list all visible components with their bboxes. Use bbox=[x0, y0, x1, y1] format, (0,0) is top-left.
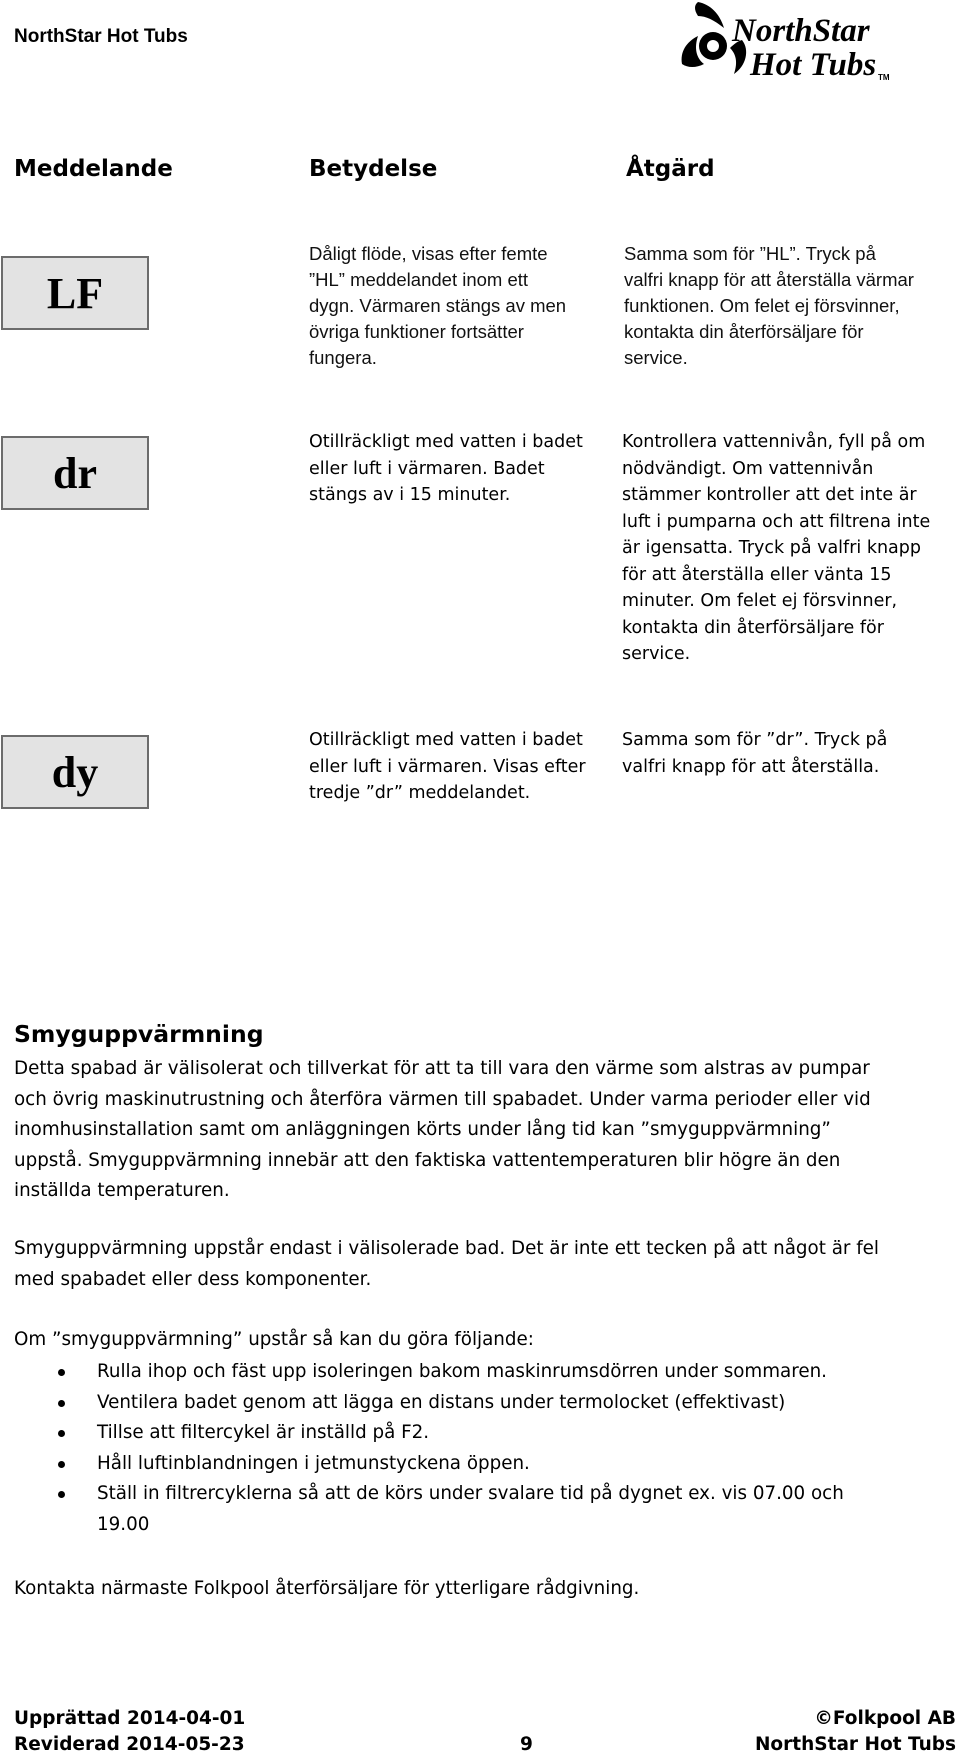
header-brand: NorthStar Hot Tubs bbox=[14, 26, 188, 47]
column-header-meaning: Betydelse bbox=[309, 156, 438, 182]
action-dr: Kontrollera vattennivån, fyll på om nödvändigt. Om vattennivån stämmer kontroller att det inte är luft i pumparna och att filtrena inte är igensatta. Tryck på valfri knapp för att återställa eller vänta 15 minuter. Om felet ej försvinner, kontakta din återförsäljare för service. bbox=[622, 432, 931, 664]
footer-revised-date: Reviderad 2014-05-23 bbox=[14, 1734, 245, 1755]
footer-created-date: Upprättad 2014-04-01 bbox=[14, 1708, 246, 1729]
logo-text-line1: NorthStar bbox=[732, 13, 870, 49]
bullet-icon bbox=[58, 1400, 65, 1407]
column-header-message: Meddelande bbox=[14, 156, 173, 182]
footer-copyright: ©Folkpool AB bbox=[814, 1708, 956, 1729]
meaning-dr: Otillräckligt med vatten i badet eller luft i värmaren. Badet stängs av i 15 minuter. bbox=[309, 432, 583, 505]
logo-text-line2: Hot Tubs bbox=[750, 47, 877, 83]
paragraph-2: Smyguppvärmning uppstår endast i välisolerade bad. Det är inte ett tecken på att något är fel med spabadet eller dess komponenter. bbox=[14, 1238, 879, 1290]
error-code-dr: dr bbox=[1, 436, 149, 510]
bullet-intro: Om ”smyguppvärmning” upstår så kan du göra följande: bbox=[14, 1329, 534, 1350]
tips-list bbox=[14, 1357, 954, 1540]
bullet-icon bbox=[58, 1461, 65, 1468]
error-code-lf: LF bbox=[1, 256, 149, 330]
bullet-icon bbox=[58, 1369, 65, 1376]
meaning-dy: Otillräckligt med vatten i badet eller luft i värmaren. Visas efter tredje ”dr” meddelandet. bbox=[309, 730, 586, 803]
footer-brand: NorthStar Hot Tubs bbox=[754, 1734, 956, 1755]
bullet-icon bbox=[58, 1430, 65, 1437]
list-item: Håll luftinblandningen i jetmunstyckena öppen. bbox=[14, 1449, 954, 1480]
action-dy: Samma som för ”dr”. Tryck på valfri knapp för att återställa. bbox=[622, 730, 888, 777]
error-code-dy: dy bbox=[1, 735, 149, 809]
page-number: 9 bbox=[520, 1734, 533, 1755]
meaning-lf: Dåligt flöde, visas efter femte ”HL” meddelandet inom ett dygn. Värmaren stängs av men övriga funktioner fortsätter fungera. bbox=[309, 243, 567, 368]
column-header-action: Åtgärd bbox=[626, 156, 715, 182]
action-lf: Samma som för ”HL”. Tryck på valfri knapp för att återställa värmar funktionen. Om felet ej försvinner, kontakta din återförsäljare för service. bbox=[624, 243, 914, 368]
list-item: Rulla ihop och fäst upp isoleringen bakom maskinrumsdörren under sommaren. bbox=[14, 1357, 954, 1388]
bullet-icon bbox=[58, 1491, 65, 1498]
list-item: Tillse att filtercykel är inställd på F2. bbox=[14, 1418, 954, 1449]
section-title: Smyguppvärmning bbox=[14, 1020, 264, 1048]
paragraph-1: Detta spabad är välisolerat och tillverkat för att ta till vara den värme som alstras av pumpar och övrig maskinutrustning och återföra värmen till spabadet. Under varma perioder eller vid inomhusinstallation samt om anläggningen körts under lång tid kan ”smyguppvärmning” uppstå. Smyguppvärmning innebär att den faktiska vattentemperaturen blir högre än den inställda temperaturen. bbox=[14, 1058, 871, 1201]
logo-trademark: TM bbox=[878, 73, 890, 82]
list-item: Ventilera badet genom att lägga en distans under termolocket (effektivast) bbox=[14, 1388, 954, 1419]
northstar-logo bbox=[680, 0, 895, 100]
list-item: Ställ in filtrercyklerna så att de körs under svalare tid på dygnet ex. vis 07.00 och 19.00 bbox=[14, 1479, 954, 1540]
closing-text: Kontakta närmaste Folkpool återförsäljare för ytterligare rådgivning. bbox=[14, 1578, 640, 1599]
